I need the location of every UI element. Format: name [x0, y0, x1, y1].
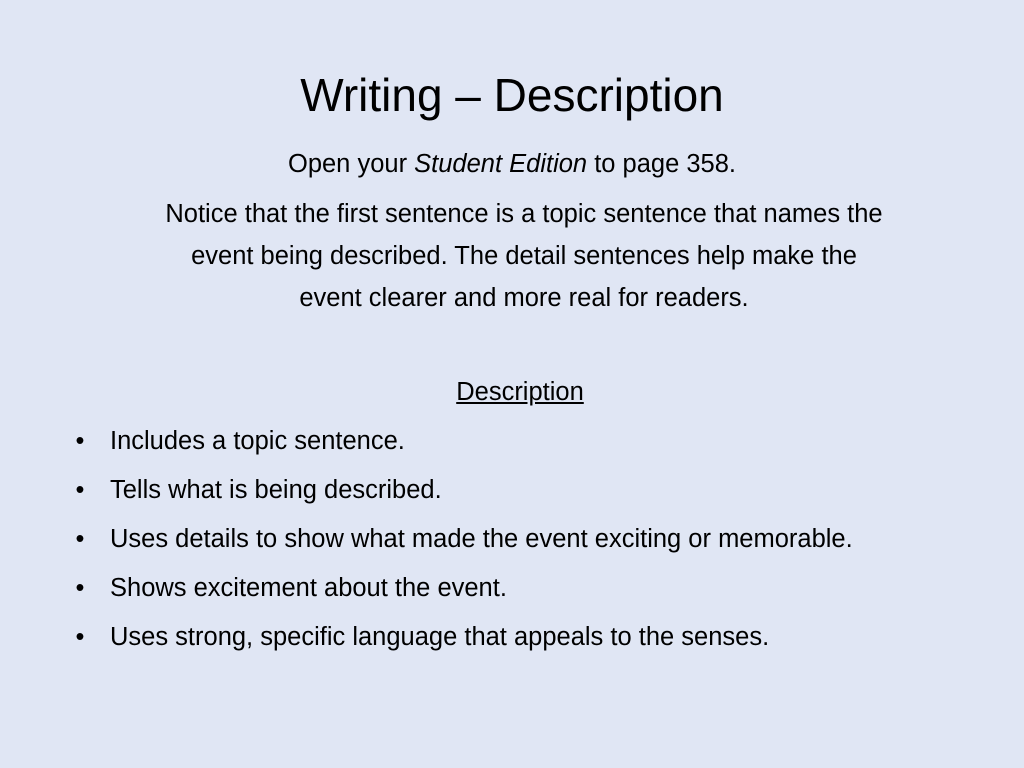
- bullet-item: [70, 470, 930, 510]
- bullet-icon: •: [75, 476, 85, 504]
- bullet-item: [70, 617, 930, 657]
- notice-line-3: event clearer and more real for readers.: [299, 284, 749, 312]
- bullet-text: Tells what is being described.: [110, 476, 442, 504]
- bullet-icon: •: [75, 525, 85, 553]
- intro-book-title: Student Edition: [414, 150, 588, 178]
- bullet-item: [70, 421, 930, 461]
- bullet-text: Uses details to show what made the event exciting or memorable.: [110, 525, 853, 553]
- bullet-item: [70, 568, 930, 608]
- intro-prefix: Open your: [287, 150, 415, 178]
- notice-line-2: event being described. The detail sentences help make the: [191, 242, 857, 270]
- notice-paragraph: [74, 193, 974, 319]
- bullet-text: Uses strong, specific language that appeals to the senses.: [110, 623, 770, 651]
- bullet-item: [70, 519, 930, 559]
- description-heading: Description: [456, 378, 584, 406]
- bullet-text: Shows excitement about the event.: [110, 574, 507, 602]
- notice-line-1: Notice that the first sentence is a topic sentence that names the: [165, 200, 883, 228]
- intro-line: [0, 145, 1024, 183]
- description-bullet-list: [70, 421, 930, 666]
- slide-title: Writing – Description: [300, 69, 724, 121]
- bullet-text: Includes a topic sentence.: [110, 427, 405, 455]
- bullet-icon: •: [75, 427, 85, 455]
- bullet-icon: •: [75, 623, 85, 651]
- bullet-icon: •: [75, 574, 85, 602]
- intro-suffix: to page 358.: [587, 150, 736, 178]
